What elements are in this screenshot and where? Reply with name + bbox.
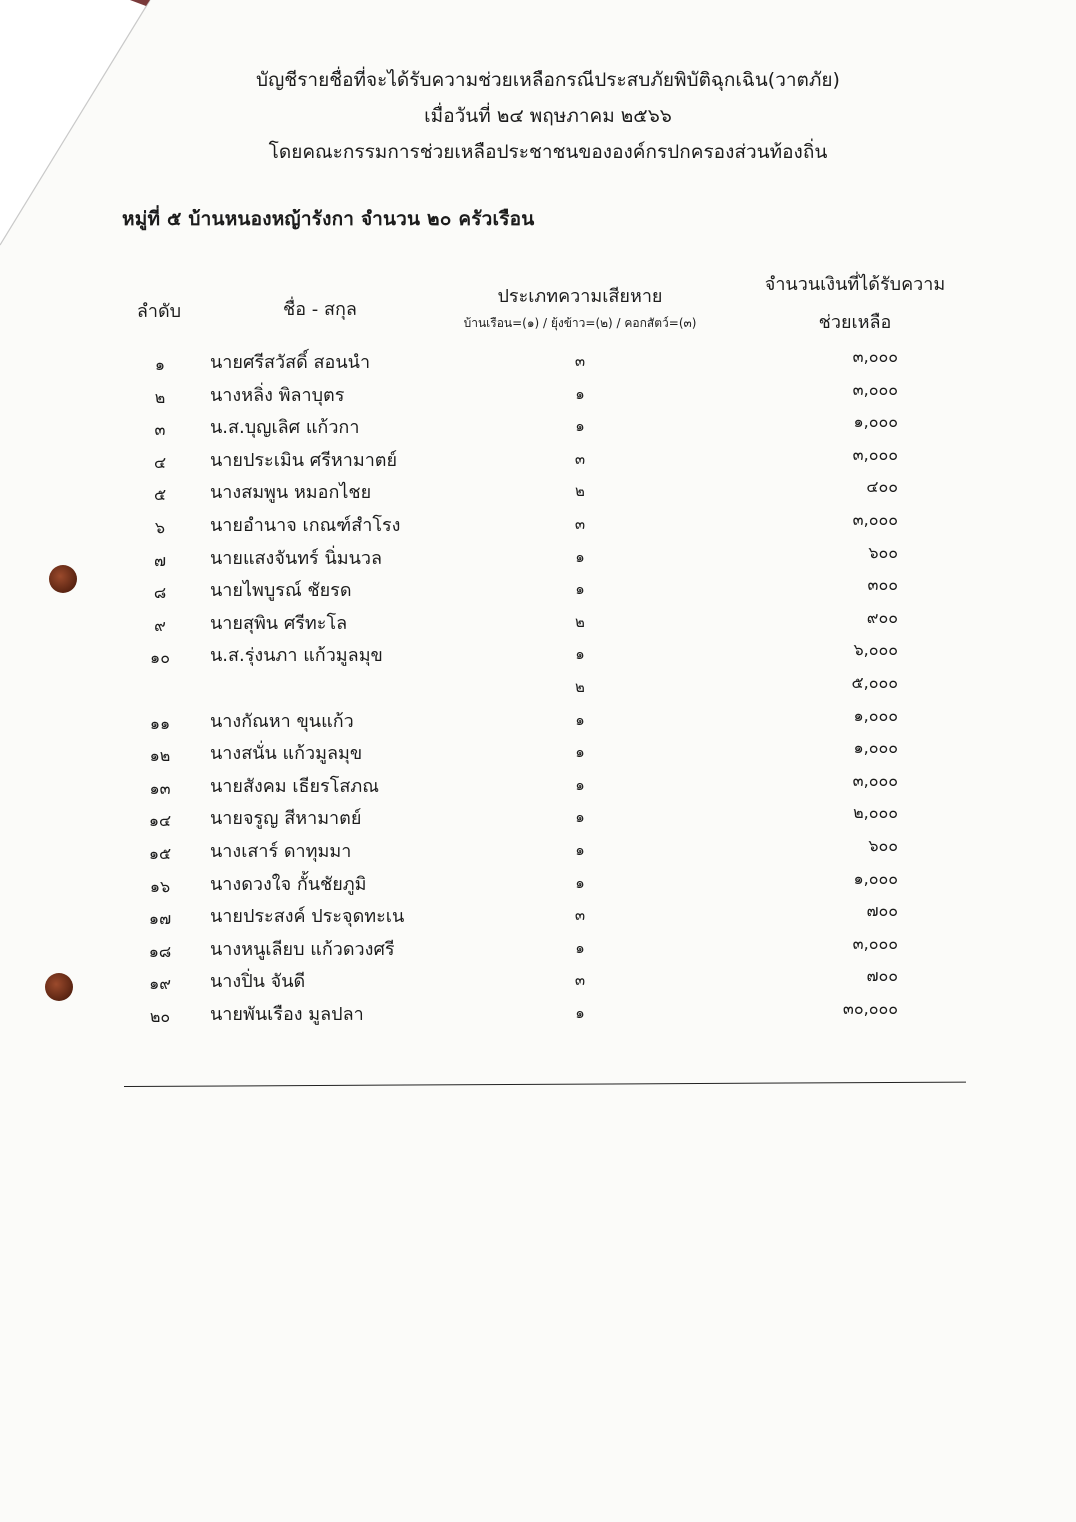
row-amount: ๖๐๐: [868, 835, 898, 855]
row-name: นางสนั่น แก้วมูลมุข: [210, 743, 363, 765]
row-amount: ๙๐๐: [866, 607, 898, 627]
row-seq: ๒๐: [149, 1006, 171, 1026]
row-seq: ๑๙: [149, 974, 171, 994]
row-amount: ๓,๐๐๐: [852, 379, 898, 399]
row-seq: ๑๐: [150, 648, 170, 668]
row-name: นางเสาร์ ดาทุมมา: [210, 840, 352, 862]
row-seq: ๙: [154, 615, 166, 635]
row-seq: ๓: [154, 420, 166, 440]
row-seq: ๑: [154, 355, 166, 374]
row-name: นายสังคม เธียรโสภณ: [210, 775, 379, 797]
row-amount: ๓,๐๐๐: [852, 933, 898, 953]
row-amount: ๕,๐๐๐: [851, 672, 898, 692]
bottom-divider: [124, 1082, 966, 1087]
row-seq: ๔: [153, 452, 167, 472]
table-row: [0, 604, 1076, 637]
row-amount: ๑,๐๐๐: [853, 412, 898, 432]
table-row: [0, 865, 1076, 898]
row-damage-type: ๑: [575, 775, 585, 794]
row-name: นางกัณหา ขุนแก้ว: [210, 710, 354, 732]
row-seq: ๑๑: [149, 713, 171, 733]
row-name: นางหลิ่ง พิลาบุตร: [210, 384, 345, 406]
row-seq: ๑๗: [148, 909, 172, 929]
row-damage-type: ๓: [574, 352, 586, 370]
table-row: [0, 930, 1076, 963]
row-amount: ๗๐๐: [866, 901, 898, 921]
row-name: นายศรีสวัสดิ์ สอนนำ: [210, 352, 371, 373]
table-row: [0, 962, 1076, 995]
table-row: [0, 702, 1076, 735]
row-damage-type: ๑: [575, 938, 585, 957]
row-name: น.ส.บุญเลิศ แก้วกา: [210, 417, 360, 439]
table-row: [0, 473, 1076, 506]
table-row: [0, 376, 1076, 409]
table-row: [0, 441, 1076, 474]
row-amount: ๔๐๐: [866, 477, 898, 497]
table-row: [0, 539, 1076, 572]
row-damage-type: ๒: [575, 482, 585, 501]
table-row: [0, 767, 1076, 800]
row-damage-type: ๒: [575, 612, 585, 631]
table-row: [0, 897, 1076, 930]
row-damage-type: ๑: [575, 808, 585, 827]
row-amount: ๓,๐๐๐: [852, 444, 898, 464]
row-name: นายประสงค์ ประจุดทะเน: [210, 906, 405, 928]
row-name: นายสุพิน ศรีทะโล: [210, 612, 348, 634]
row-name: นายพันเรือง มูลปลา: [210, 1003, 364, 1025]
row-damage-type: ๑: [575, 1003, 585, 1022]
row-name: นายไพบูรณ์ ชัยรด: [210, 580, 352, 602]
column-header-amount: [740, 266, 970, 342]
row-damage-type: ๑: [575, 840, 585, 859]
table-row: [0, 799, 1076, 832]
table-row: [0, 669, 1076, 702]
title-line-1: บัญชีรายชื่อที่จะได้รับความช่วยเหลือกรณีประสบภัยพิบัติฉุกเฉิน(วาตภัย): [256, 69, 840, 91]
row-seq: ๖: [154, 517, 166, 537]
column-header-amount-line2: ช่วยเหลือ: [818, 312, 892, 333]
village-heading: หมู่ที่ ๕ บ้านหนองหญ้ารังกา จำนวน ๒๐ ครัวเรือน: [122, 208, 535, 230]
row-amount: ๖๐๐: [868, 542, 898, 562]
row-damage-type: ๓: [574, 906, 586, 925]
row-name: นางดวงใจ กั้นชัยภูมิ: [210, 873, 367, 895]
row-amount: ๓,๐๐๐: [852, 509, 898, 529]
column-header-type-legend: บ้านเรือน=(๑) / ยุ้งข้าว=(๒) / คอกสัตว์=(๓): [463, 316, 697, 330]
row-seq: ๘: [153, 583, 167, 603]
row-seq: ๑๖: [149, 876, 171, 896]
column-header-amount-line1: จำนวนเงินที่ได้รับความ: [764, 274, 946, 295]
table-row: [0, 734, 1076, 767]
row-seq: ๑๒: [149, 746, 171, 766]
column-header-seq: ลำดับ: [136, 301, 182, 322]
column-header-name: ชื่อ - สกุล: [283, 299, 357, 320]
row-seq: ๗: [153, 550, 167, 570]
table-row: [0, 343, 1076, 376]
row-name: นางหนูเลียบ แก้วดวงศรี: [210, 938, 395, 960]
row-amount: ๓,๐๐๐: [852, 770, 898, 790]
table-row: [0, 995, 1076, 1028]
row-seq: ๑๔: [148, 811, 172, 831]
title-line-3: โดยคณะกรรมการช่วยเหลือประชาชนขององค์กรปกครองส่วนท้องถิ่น: [268, 141, 828, 163]
table-row: [0, 636, 1076, 669]
row-name: น.ส.รุ่งนภา แก้วมูลมุข: [210, 645, 383, 667]
row-amount: ๑,๐๐๐: [853, 738, 898, 758]
table-row: [0, 408, 1076, 441]
row-seq: ๑๕: [148, 843, 172, 863]
column-header-type-title: ประเภทความเสียหาย: [497, 286, 663, 307]
recipient-list: [0, 343, 1076, 1027]
row-seq: ๑๘: [148, 941, 172, 961]
row-seq: ๕: [153, 485, 167, 505]
row-name: นายแสงจันทร์ นิ่มนวล: [210, 547, 383, 569]
row-amount: ๖,๐๐๐: [853, 640, 898, 660]
row-name: นางปิ่น จันดี: [210, 971, 306, 993]
row-damage-type: ๑: [575, 873, 585, 892]
column-header-type: [440, 281, 720, 333]
row-damage-type: ๑: [575, 547, 585, 566]
row-amount: ๑,๐๐๐: [853, 868, 898, 888]
row-amount: ๑,๐๐๐: [853, 705, 898, 725]
row-damage-type: ๑: [575, 743, 585, 762]
row-damage-type: ๑: [575, 645, 585, 664]
row-name: นายประเมิน ศรีหามาตย์: [210, 449, 398, 471]
row-damage-type: ๑: [575, 580, 585, 599]
row-damage-type: ๓: [574, 514, 586, 533]
row-amount: ๗๐๐: [866, 966, 898, 986]
row-name: นายอำนาจ เกณฑ์สำโรง: [210, 514, 401, 536]
row-amount: ๓๐,๐๐๐: [842, 998, 898, 1018]
row-damage-type: ๑: [575, 384, 585, 403]
row-amount: ๓,๐๐๐: [852, 347, 898, 366]
row-damage-type: ๓: [574, 449, 586, 468]
row-damage-type: ๒: [575, 677, 585, 696]
row-name: นางสมพูน หมอกไชย: [210, 482, 372, 504]
row-name: นายจรูญ สีหามาตย์: [210, 808, 362, 830]
document-title: [0, 62, 1076, 170]
table-row: [0, 832, 1076, 865]
table-row: [0, 506, 1076, 539]
row-seq: ๑๓: [149, 778, 171, 798]
row-damage-type: ๓: [574, 971, 586, 990]
row-amount: ๓๐๐: [867, 575, 898, 595]
title-line-2: เมื่อวันที่ ๒๔ พฤษภาคม ๒๕๖๖: [424, 105, 672, 127]
table-row: [0, 571, 1076, 604]
row-damage-type: ๑: [575, 710, 585, 729]
row-damage-type: ๑: [575, 417, 585, 436]
row-amount: ๒,๐๐๐: [853, 803, 898, 823]
row-seq: ๒: [154, 387, 166, 407]
